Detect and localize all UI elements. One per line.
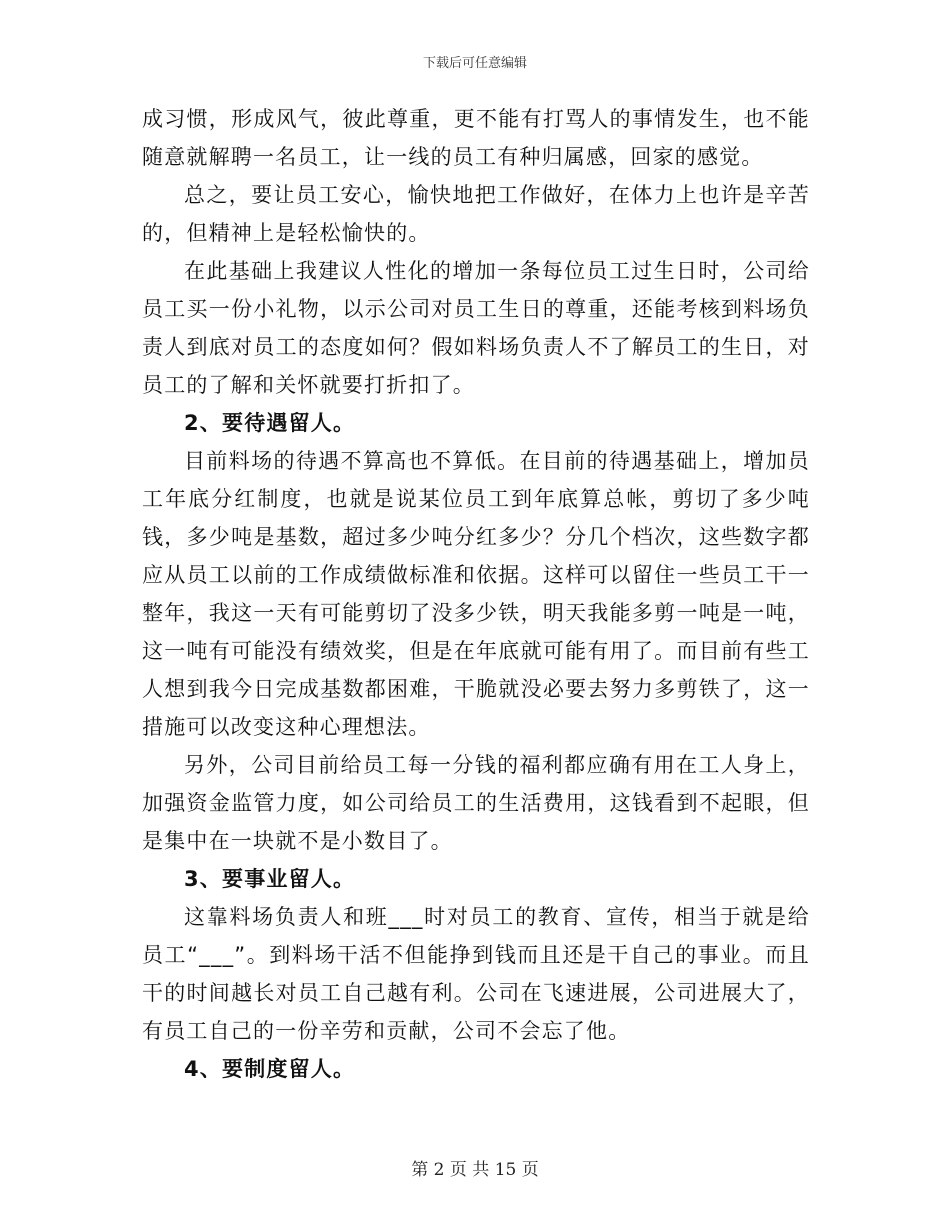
section-heading-3: 3、要事业留人。 (184, 867, 356, 891)
paragraph-welfare: 另外，公司目前给员工每一分钱的福利都应确有用在工人身上，加强资金监管力度，如公司给员工的生活费用，这钱看到不起眼，但是集中在一块就不是小数目了。 (142, 753, 810, 853)
paragraph-continued: 成习惯，形成风气，彼此尊重，更不能有打骂人的事情发生，也不能随意就解聘一名员工，让一线的员工有种归属感，回家的感觉。 (142, 107, 810, 169)
page-header: 下载后可任意编辑 (422, 56, 527, 71)
paragraph-compensation: 目前料场的待遇不算高也不算低。在目前的待遇基础上，增加员工年底分红制度，也就是说某位员工到年底算总帐，剪切了多少吨钱，多少吨是基数，超过多少吨分红多少？分几个档次，这些数字都应从员工以前的工作成绩做标准和依据。这样可以留住一些员工干一整年，我这一天有可能剪切了没多少铁，明天我能多剪一吨是一吨，这一吨有可能没有绩效奖，但是在年底就可能有用了。而目前有些工人想到我今日完成基数都困难，干脆就没必要去努力多剪铁了，这一措施可以改变这种心理想法。 (142, 449, 810, 739)
section-heading-4: 4、要制度留人。 (184, 1057, 356, 1081)
paragraph-summary: 总之，要让员工安心，愉快地把工作做好，在体力上也许是辛苦的，但精神上是轻松愉快的。 (142, 183, 810, 245)
document-body (142, 100, 810, 1088)
paragraph-career: 这靠料场负责人和班___时对员工的教育、宣传，相当于就是给员工“___”。到料场干活不但能挣到钱而且还是干自己的事业。而且干的时间越长对员工自己越有利。公司在飞速进展，公司进展大了，有员工自己的一份辛劳和贡献，公司不会忘了他。 (142, 905, 810, 1043)
section-heading-2: 2、要待遇留人。 (184, 411, 356, 435)
paragraph-birthday-gift: 在此基础上我建议人性化的增加一条每位员工过生日时，公司给员工买一份小礼物，以示公司对员工生日的尊重，还能考核到料场负责人到底对员工的态度如何？假如料场负责人不了解员工的生日，对员工的了解和关怀就要打折扣了。 (142, 259, 810, 397)
page-number: 第 2 页 共 15 页 (411, 1160, 539, 1180)
